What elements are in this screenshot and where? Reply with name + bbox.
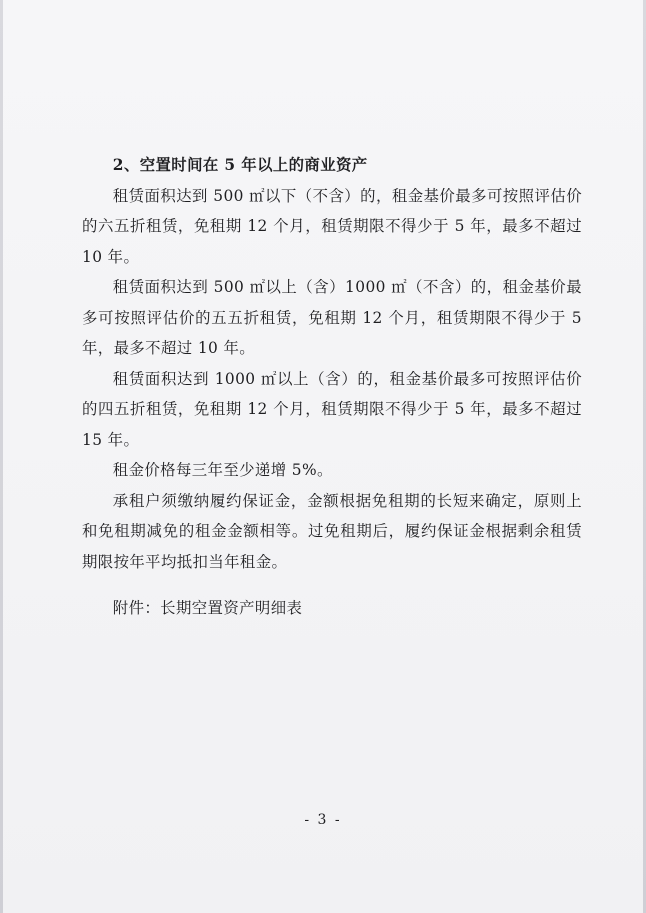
paragraph-performance-deposit: 承租户须缴纳履约保证金，金额根据免租期的长短来确定，原则上和免租期减免的租金金额相等。过免租期后，履约保证金根据剩余租赁期限按年平均抵扣当年租金。	[82, 491, 582, 571]
paragraph-area-over-1000: 租赁面积达到 1000 ㎡以上（含）的，租金基价最多可按照评估价的四五折租赁，免租期 12 个月，租赁期限不得少于 5 年，最多不超过 15 年。	[82, 369, 582, 449]
attachment-line: 附件：长期空置资产明细表	[112, 599, 303, 617]
paragraph-area-under-500: 租赁面积达到 500 ㎡以下（不含）的，租金基价最多可按照评估价的六五折租赁，免租期 12 个月，租赁期限不得少于 5 年，最多不超过 10 年。	[82, 186, 582, 266]
paragraph-area-500-to-1000: 租赁面积达到 500 ㎡以上（含）1000 ㎡（不含）的，租金基价最多可按照评估价的五五折租赁，免租期 12 个月，租赁期限不得少于 5 年，最多不超过 10 年。	[82, 278, 582, 357]
document-body	[82, 150, 582, 577]
page-number: - 3 -	[304, 812, 342, 828]
scan-edge-left	[0, 0, 3, 913]
section-heading: 2、空置时间在 5 年以上的商业资产	[112, 156, 368, 174]
paragraph-rent-increase: 租金价格每三年至少递增 5%。	[112, 461, 333, 479]
